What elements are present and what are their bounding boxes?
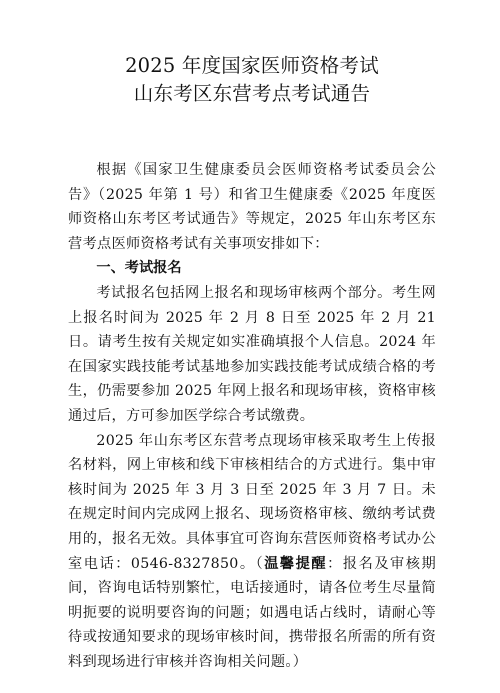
title-block <box>68 52 436 108</box>
review-paragraph <box>68 429 436 675</box>
registration-paragraph: 考试报名包括网上报名和现场审核两个部分。考生网上报名时间为 2025 年 2 月 8 日至 2025 年 2 月 21 日。请考生按有关规定如实准确填报个人信息。2024 年在国家实践技能考试基地参加实践技能考试成绩合格的考生，仍需要参加 2025 年网上报名和现场审核，资格审核通过后，方可参加医学综合考试缴费。 <box>68 284 436 424</box>
intro-paragraph: 根据《国家卫生健康委员会医师资格考试委员会公告》（2025 年第 1 号）和省卫生健康委《2025 年度医师资格山东考区考试通告》等规定，2025 年山东考区东营考点医师资格考试有关事项安排如下： <box>68 162 436 252</box>
section-heading-registration: 一、考试报名 <box>96 260 182 277</box>
review-text: 2025 年山东考区东营考点现场审核采取考生上传报名材料，网上审核和线下审核相结合的方式进行。集中审核时间为 2025 年 3 月 3 日至 2025 年 3 月 7 日。未在规定时间内完成网上报名、现场资格审核、缴纳考试费用的，报名无效。具体事宜可咨询东营医师资格考试办公室电话：0546-8327850。（ <box>68 432 436 572</box>
title-line-2: 山东考区东营考点考试通告 <box>133 82 371 105</box>
warm-tip-label: 温馨提醒 <box>264 555 328 572</box>
warm-tip-text: ：报名及审核期间，咨询电话特别繁忙，电话接通时，请各位考生尽量简明扼要的说明要咨询的问题；如遇电话占线时，请耐心等待或按通知要求的现场审核时间，携带报名所需的所有资料到现场进行审核并咨询相关问题。） <box>68 555 436 670</box>
title-line-1: 2025 年度国家医师资格考试 <box>125 54 379 77</box>
